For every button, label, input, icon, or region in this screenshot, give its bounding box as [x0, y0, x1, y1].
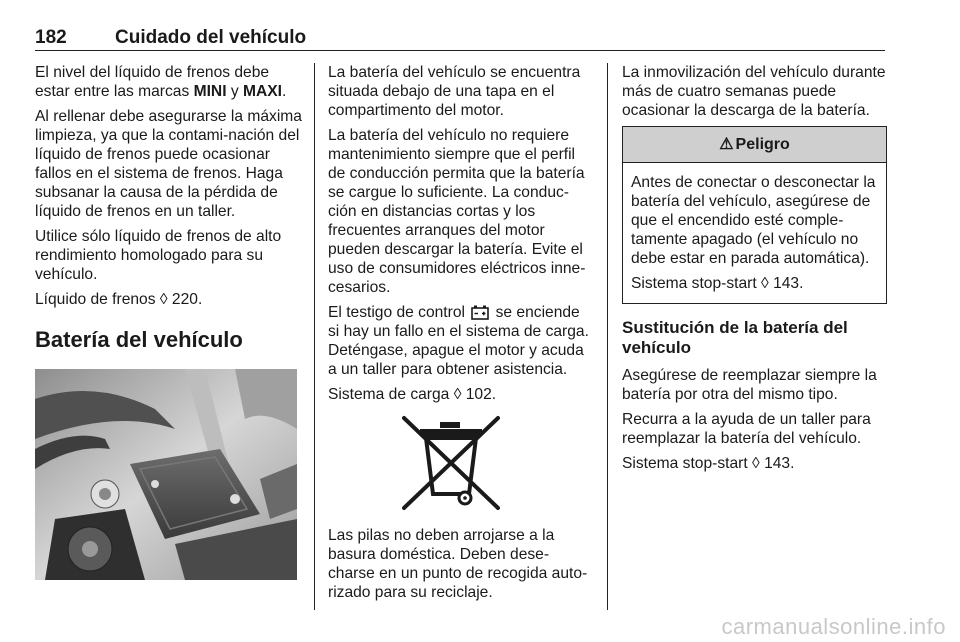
paragraph: Utilice sólo líquido de frenos de alto rendimiento homologado para su vehículo. [35, 228, 282, 283]
column-divider [607, 63, 608, 610]
warning-header [623, 127, 886, 163]
section-heading: Batería del vehículo [35, 327, 243, 352]
column-divider [314, 63, 315, 610]
page-ref-arrow-icon: ◊ [761, 275, 769, 292]
page-ref-arrow-icon: ◊ [752, 455, 760, 472]
paragraph: Líquido de frenos ◊ 220. [35, 291, 203, 308]
page-ref-arrow-icon: ◊ [159, 291, 168, 308]
column-1 [35, 63, 303, 371]
paragraph: Sistema stop-start ◊ 143. [631, 275, 804, 292]
paragraph: El testigo de control se enciende si hay un fallo en el sistema de carga. Deténgase, apague el motor y acuda a un taller para obtener asistencia. [328, 304, 589, 378]
warning-title: Peligro [735, 136, 790, 153]
page-number: 182 [35, 27, 67, 48]
paragraph: Al rellenar debe asegurarse la máxima limpieza, ya que la contami-nación del líquido de frenos puede ocasionar fallos en el sistema de frenos. Haga subsanar la causa de la pérdida de líquido de frenos en un taller. [35, 108, 302, 220]
paragraph: Asegúrese de reemplazar siempre la batería por otra del mismo tipo. [622, 367, 877, 403]
section-heading: Sustitución de la batería del vehículo [622, 318, 848, 357]
paragraph: Sistema stop-start ◊ 143. [622, 455, 795, 472]
paragraph: Las pilas no deben arrojarse a la basura doméstica. Deben dese-charse en un punto de recogida auto-rizado para su reciclaje. [328, 527, 588, 601]
paragraph: La batería del vehículo se encuentra situada debajo de una tapa en el compartimento del motor. [328, 64, 581, 119]
warning-triangle-icon: ⚠ [719, 136, 734, 153]
column-3 [622, 63, 887, 479]
battery-warning-icon [471, 305, 489, 320]
paragraph: Sistema de carga ◊ 102. [328, 386, 497, 403]
crossed-bin-recycling-icon [396, 414, 506, 512]
warning-body [623, 163, 886, 303]
paragraph: La batería del vehículo no requiere mantenimiento siempre que el perfil de conducción permita que la batería se cargue lo suficiente. La conduc-ción en distancias cortas y los frecuentes arranques del motor pueden descargar la batería. Evite el uso de consumidores eléctricos inne-cesarios. [328, 127, 586, 296]
page-reference-link[interactable]: 102 [465, 386, 492, 403]
paragraph: Recurra a la ayuda de un taller para reemplazar la batería del vehículo. [622, 411, 871, 447]
page-header [35, 22, 885, 51]
chapter-title: Cuidado del vehículo [115, 27, 307, 48]
warning-box [622, 126, 887, 304]
paragraph: La inmovilización del vehículo durante más de cuatro semanas puede ocasionar la descarga de la batería. [622, 64, 886, 119]
battery-compartment-photo [35, 369, 297, 580]
page-reference-link[interactable]: 143 [773, 275, 800, 292]
watermark: carmanualsonline.info [721, 614, 946, 639]
paragraph: El nivel del líquido de frenos debe estar entre las marcas MINI y MAXI. [35, 64, 287, 100]
page-reference-link[interactable]: 143 [764, 455, 791, 472]
page-reference-link[interactable]: 220 [171, 291, 198, 308]
paragraph: Antes de conectar o desconectar la batería del vehículo, asegúrese de que el encendido esté comple-tamente apagado (el vehículo no debe estar en parada automática). [631, 174, 876, 267]
column-2 [328, 63, 594, 608]
page-ref-arrow-icon: ◊ [453, 386, 462, 403]
